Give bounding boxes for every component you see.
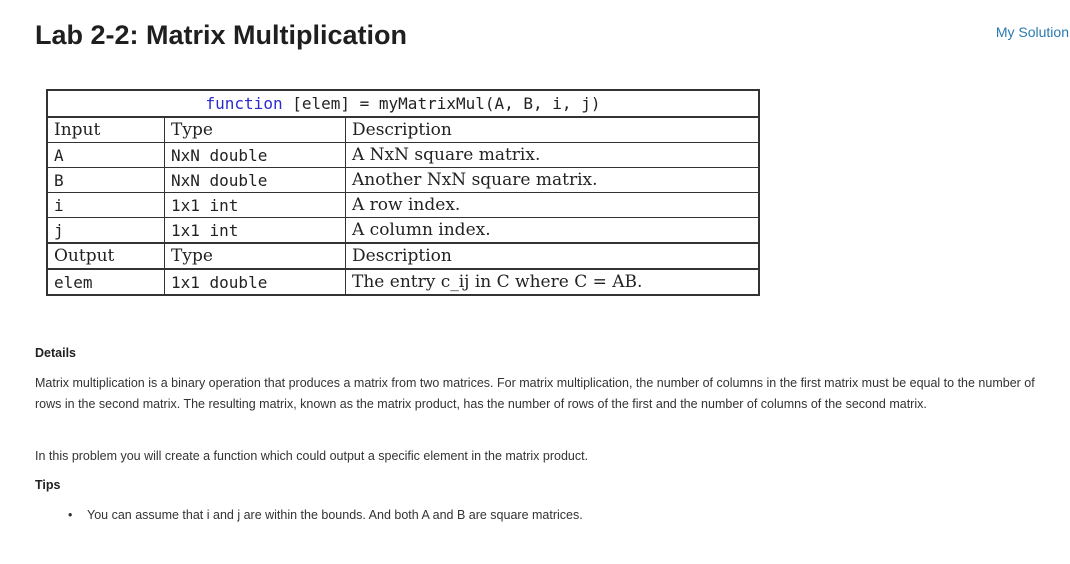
function-signature bbox=[47, 90, 759, 117]
input-description: A NxN square matrix. bbox=[346, 143, 760, 168]
input-description: Another NxN square matrix. bbox=[346, 168, 760, 193]
input-type: NxN double bbox=[165, 168, 346, 193]
input-description: A column index. bbox=[346, 218, 760, 244]
function-keyword: function bbox=[205, 94, 283, 113]
output-header-type: Type bbox=[165, 243, 346, 269]
input-name: B bbox=[47, 168, 165, 193]
details-heading: Details bbox=[35, 346, 76, 360]
table-row bbox=[47, 269, 759, 295]
input-name: A bbox=[47, 143, 165, 168]
table-row bbox=[47, 168, 759, 193]
my-solution-link[interactable]: My Solution bbox=[995, 24, 1069, 40]
details-paragraph: Matrix multiplication is a binary operation that produces a matrix from two matrices. For matrix multiplication, the number of columns in the first matrix must be equal to the number of rows in the second matrix. The resulting matrix, known as the matrix product, has the number of rows of the first and the number of columns of the second matrix. bbox=[35, 376, 1035, 411]
output-header-description: Description bbox=[346, 243, 760, 269]
output-header-row bbox=[47, 243, 759, 269]
input-description: A row index. bbox=[346, 193, 760, 218]
function-signature-table bbox=[46, 89, 760, 296]
input-header-description: Description bbox=[346, 117, 760, 143]
list-item bbox=[68, 508, 583, 522]
output-description: The entry c_ij in C where C = AB. bbox=[346, 269, 760, 295]
signature-text: [elem] = myMatrixMul(A, B, i, j) bbox=[282, 94, 601, 113]
input-header-type: Type bbox=[165, 117, 346, 143]
input-header-row bbox=[47, 117, 759, 143]
input-name: i bbox=[47, 193, 165, 218]
input-type: NxN double bbox=[165, 143, 346, 168]
page-title: Lab 2-2: Matrix Multiplication bbox=[35, 20, 408, 50]
input-type: 1x1 int bbox=[165, 193, 346, 218]
output-header-name: Output bbox=[47, 243, 165, 269]
output-name: elem bbox=[47, 269, 165, 295]
input-name: j bbox=[47, 218, 165, 244]
tip-text: You can assume that i and j are within the bounds. And both A and B are square matrices. bbox=[87, 508, 583, 522]
table-row bbox=[47, 143, 759, 168]
tips-list bbox=[68, 508, 583, 522]
input-header-name: Input bbox=[47, 117, 165, 143]
table-row bbox=[47, 218, 759, 244]
input-type: 1x1 int bbox=[165, 218, 346, 244]
details-paragraph-task: In this problem you will create a function which could output a specific element in the matrix product. bbox=[35, 449, 589, 463]
tips-heading: Tips bbox=[35, 478, 61, 492]
signature-row bbox=[47, 90, 759, 117]
output-type: 1x1 double bbox=[165, 269, 346, 295]
table-row bbox=[47, 193, 759, 218]
